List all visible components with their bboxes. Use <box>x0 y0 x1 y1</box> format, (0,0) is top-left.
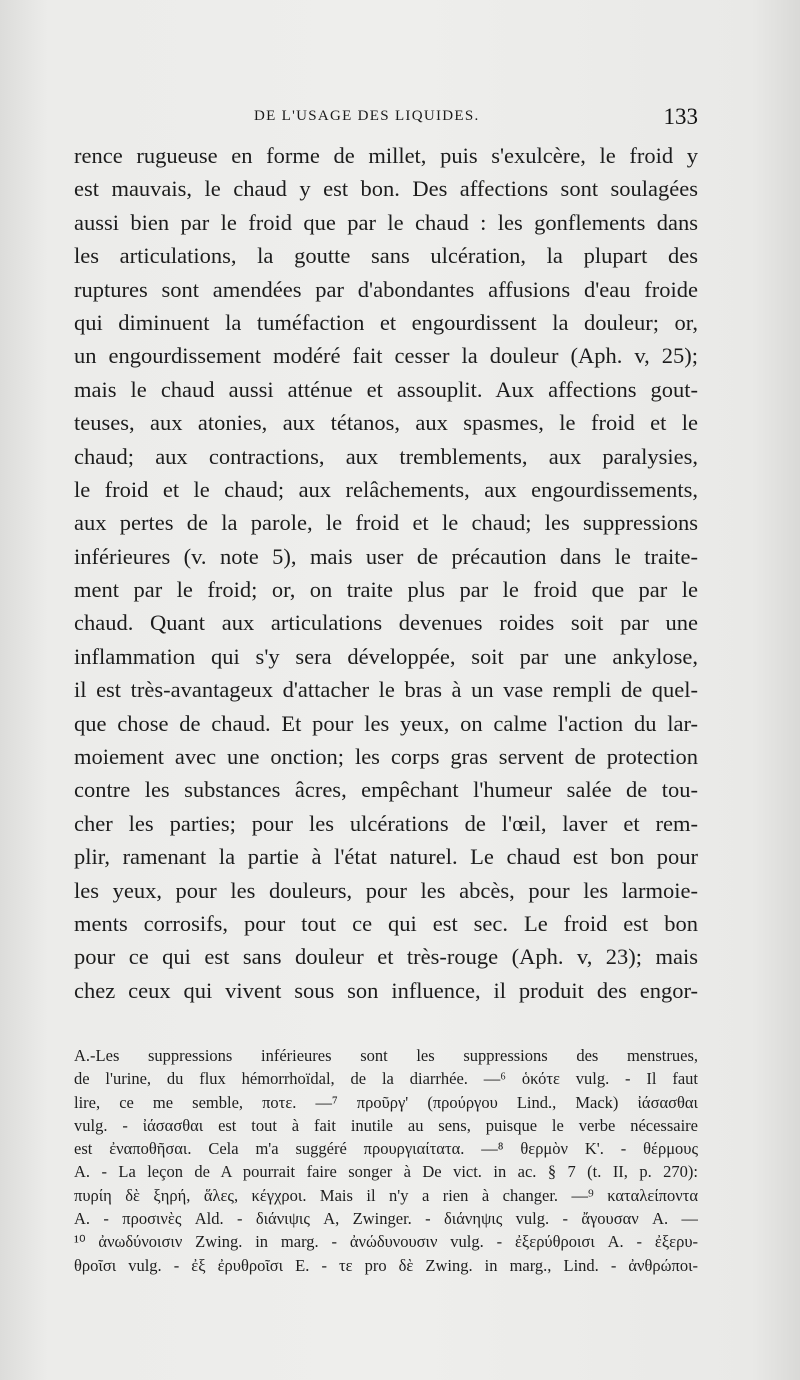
page-number: 133 <box>663 104 698 129</box>
main-text <box>74 139 698 1007</box>
text-line: aussi bien par le froid que par le chaud : les gonflements dans <box>74 209 698 235</box>
page-header <box>74 104 698 134</box>
text-line: pour ce qui est sans douleur et très-rouge (Aph. v, 23); mais <box>74 944 698 970</box>
text-line: chaud; aux contractions, aux tremblements, aux paralysies, <box>74 443 698 469</box>
text-line: moiement avec une onction; les corps gras servent de protection <box>74 744 698 770</box>
footnote-line: est ἐναποθῆσαι. Cela m'a suggéré προυργιαίτατα. —⁸ θερμὸν K'. - θέρμους <box>74 1139 698 1159</box>
text-line: contre les substances âcres, empêchant l'humeur salée de tou- <box>74 777 698 803</box>
text-line: un engourdissement modéré fait cesser la douleur (Aph. v, 25); <box>74 343 698 369</box>
text-line: le froid et le chaud; aux relâchements, aux engourdissements, <box>74 476 698 502</box>
text-line: inférieures (v. note 5), mais user de précaution dans le traite- <box>74 543 698 569</box>
text-line: mais le chaud aussi atténue et assouplit. Aux affections gout- <box>74 376 698 402</box>
running-title: DE L'USAGE DES LIQUIDES. <box>254 108 480 124</box>
footnote-line: A. - La leçon de A pourrait faire songer à De vict. in ac. § 7 (t. II, p. 270): <box>74 1162 698 1182</box>
text-line: chez ceux qui vivent sous son influence, il produit des engor- <box>74 977 698 1003</box>
text-line: aux pertes de la parole, le froid et le chaud; les suppressions <box>74 510 698 536</box>
footnote-line: θροῖσι vulg. - ἐξ ἐρυθροῖσι E. - τε pro δὲ Zwing. in marg., Lind. - ἀνθρώποι- <box>74 1255 698 1275</box>
text-line: il est très-avantageux d'attacher le bras à un vase rempli de quel- <box>74 677 698 703</box>
text-line: que chose de chaud. Et pour les yeux, on calme l'action du lar- <box>74 710 698 736</box>
text-line: les yeux, pour les douleurs, pour les abcès, pour les larmoie- <box>74 877 698 903</box>
text-line: cher les parties; pour les ulcérations de l'œil, laver et rem- <box>74 810 698 836</box>
text-line: inflammation qui s'y sera développée, soit par une ankylose, <box>74 643 698 669</box>
footnote-line: vulg. - ἰάσασθαι est tout à fait inutile au sens, puisque le verbe nécessaire <box>74 1115 698 1135</box>
footnote-line: de l'urine, du flux hémorrhoïdal, de la diarrhée. —⁶ ὁκότε vulg. - Il faut <box>74 1069 698 1089</box>
text-line: est mauvais, le chaud y est bon. Des affections sont soulagées <box>74 176 698 202</box>
text-line: teuses, aux atonies, aux tétanos, aux spasmes, le froid et le <box>74 410 698 436</box>
footnote-line: A.-Les suppressions inférieures sont les suppressions des menstrues, <box>74 1046 698 1065</box>
text-line: ment par le froid; or, on traite plus par le froid que par le <box>74 577 698 603</box>
footnote-line: ¹⁰ ἀνωδύνοισιν Zwing. in marg. - ἀνώδυνουσιν vulg. - ἐξερύθροισι A. - ἐξερυ- <box>74 1232 698 1252</box>
footnote-line: πυρίη δὲ ξηρή, ἅλες, κέγχροι. Mais il n'y a rien à changer. —⁹ καταλείποντα <box>74 1185 698 1205</box>
text-line: qui diminuent la tuméfaction et engourdissent la douleur; or, <box>74 309 698 335</box>
text-line: les articulations, la goutte sans ulcération, la plupart des <box>74 243 698 269</box>
footnotes <box>74 1044 698 1277</box>
text-line: ments corrosifs, pour tout ce qui est sec. Le froid est bon <box>74 910 698 936</box>
text-line: plir, ramenant la partie à l'état naturel. Le chaud est bon pour <box>74 844 698 870</box>
text-line: chaud. Quant aux articulations devenues roides soit par une <box>74 610 698 636</box>
text-line: ruptures sont amendées par d'abondantes affusions d'eau froide <box>74 276 698 302</box>
footnote-line: A. - προσινὲς Ald. - διάνιψις A, Zwinger. - διάνηψις vulg. - ἄγουσαν A. — <box>74 1209 698 1229</box>
text-line: rence rugueuse en forme de millet, puis s'exulcère, le froid y <box>74 143 698 168</box>
footnote-line: lire, ce me semble, ποτε. —⁷ προῦργ' (προύργου Lind., Mack) ἰάσασθαι <box>74 1092 698 1112</box>
